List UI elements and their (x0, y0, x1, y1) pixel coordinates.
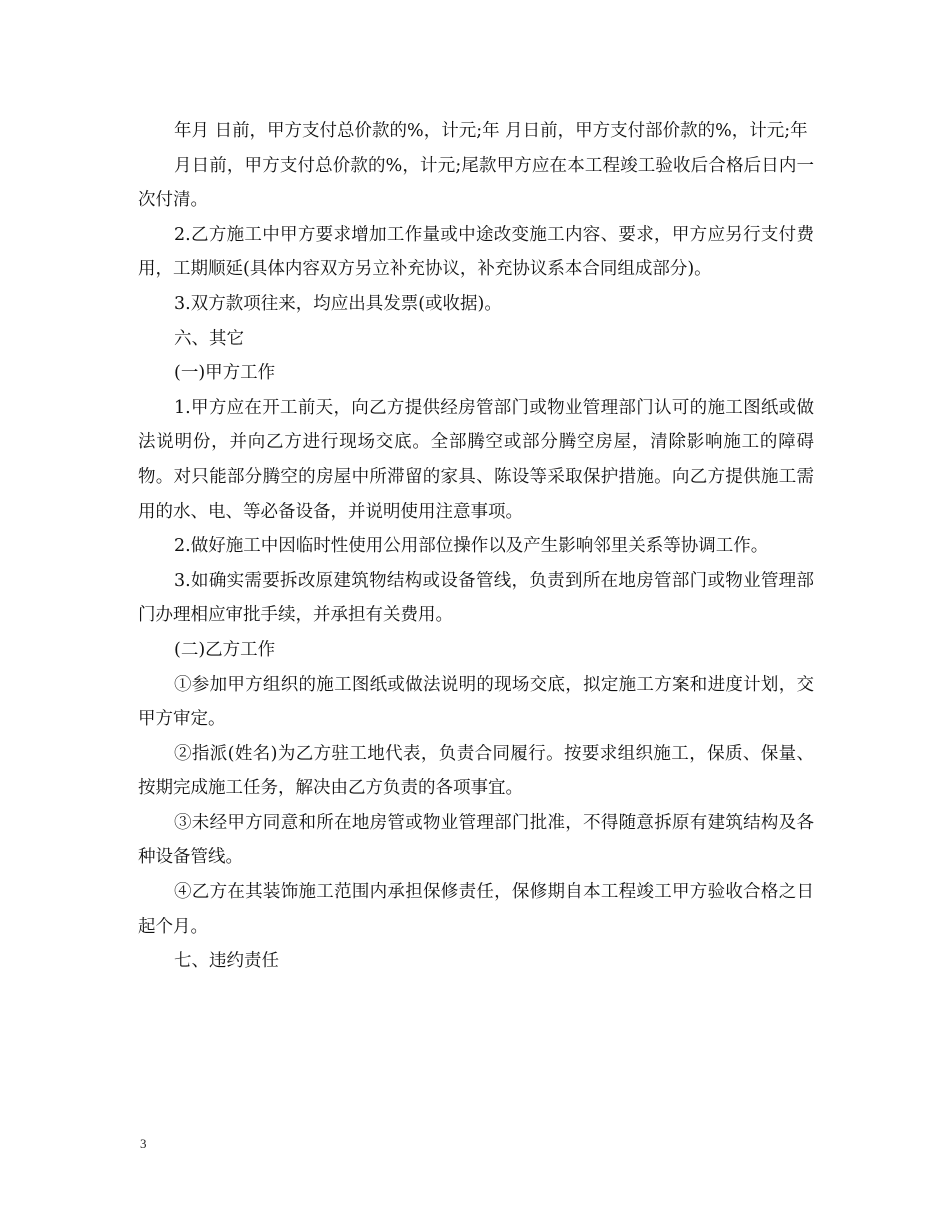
paragraph-invoices: 3.双方款项往来，均应出具发票(或收据)。 (174, 293, 502, 314)
paragraph-additional-work: 2.乙方施工中甲方要求增加工作量或中途改变施工内容、要求，甲方应另行支付费用，工期顺延(具体内容双方另立补充协议，补充协议系本合同组成部分)。 (138, 224, 814, 280)
paragraph-party-a-item-2: 2.做好施工中因临时性使用公用部位操作以及产生影响邻里关系等协调工作。 (174, 536, 769, 557)
subsection-heading-party-b: (二)乙方工作 (174, 639, 276, 660)
paragraph-party-b-item-4: ④乙方在其装饰施工范围内承担保修责任，保修期自本工程竣工甲方验收合格之日起个月。 (138, 882, 814, 937)
paragraph-payment-schedule: 年月 日前，甲方支付总价款的%，计元;年 月日前，甲方支付部价款的%，计元;年 (174, 121, 808, 141)
subsection-heading-party-a: (一)甲方工作 (174, 363, 276, 384)
paragraph-party-b-item-1: ①参加甲方组织的施工图纸或做法说明的现场交底，拟定施工方案和进度计划，交甲方审定。 (138, 674, 814, 730)
section-heading-other: 六、其它 (174, 328, 244, 349)
page-number: 3 (140, 1136, 147, 1151)
paragraph-party-a-item-1: 1.甲方应在开工前天，向乙方提供经房管部门或物业管理部门认可的施工图纸或做法说明份，并向乙方进行现场交底。全部腾空或部分腾空房屋，清除影响施工的障碍物。对只能部分腾空的房屋中所滞留的家具、陈设等采取保护措施。向乙方提供施工需用的水、电、等必备设备，并说明使用注意事项。 (138, 397, 814, 522)
paragraph-party-b-item-3: ③未经甲方同意和所在地房管或物业管理部门批准，不得随意拆原有建筑结构及各种设备管线。 (138, 812, 814, 868)
section-heading-breach: 七、违约责任 (174, 951, 279, 972)
paragraph-final-payment: 月日前，甲方支付总价款的%，计元;尾款甲方应在本工程竣工验收后合格后日内一次付清。 (138, 155, 814, 211)
paragraph-party-a-item-3: 3.如确实需要拆改原建筑物结构或设备管线，负责到所在地房管部门或物业管理部门办理相应审批手续，并承担有关费用。 (138, 570, 814, 626)
document-body (138, 114, 814, 979)
paragraph-party-b-item-2: ②指派(姓名)为乙方驻工地代表，负责合同履行。按要求组织施工，保质、保量、按期完成施工任务，解决由乙方负责的各项事宜。 (138, 743, 814, 799)
